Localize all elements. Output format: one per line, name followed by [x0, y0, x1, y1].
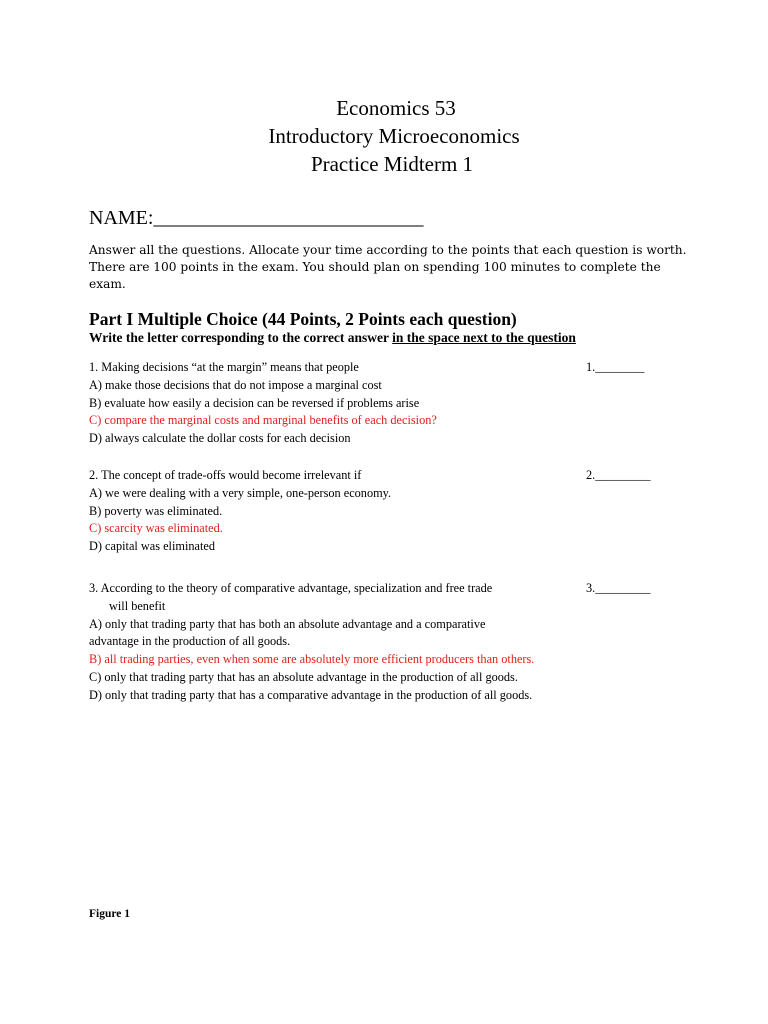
- option-c: C) only that trading party that has an absolute advantage in the production of all goods.: [89, 669, 518, 684]
- question-2: [89, 467, 689, 556]
- answer-blank-2[interactable]: 2._________: [586, 468, 651, 482]
- option-d: D) capital was eliminated: [89, 539, 215, 554]
- course-subtitle: Introductory Microeconomics: [268, 124, 520, 148]
- title-block: [0, 94, 768, 178]
- question-stem: [89, 580, 689, 598]
- option-d: D) only that trading party that has a comparative advantage in the production of all goods.: [89, 687, 533, 702]
- option-b: B) evaluate how easily a decision can be reversed if problems arise: [89, 395, 420, 410]
- option-b: B) poverty was eliminated.: [89, 503, 223, 518]
- question-stem: [89, 359, 689, 377]
- instructions: Answer all the questions. Allocate your time according to the points that each question is worth. There are 100 points in the exam. You should plan on spending 100 minutes to complete the exam.: [89, 243, 687, 291]
- option-a: A) we were dealing with a very simple, one-person economy.: [89, 485, 392, 500]
- part1-heading: Part I Multiple Choice (44 Points, 2 Points each question): [89, 309, 517, 329]
- option-b-correct: B) all trading parties, even when some are absolutely more efficient producers than others.: [89, 652, 535, 667]
- figure-label: Figure 1: [89, 908, 130, 920]
- option-d: D) always calculate the dollar costs for each decision: [89, 431, 351, 446]
- subheading-text: Write the letter corresponding to the correct answer: [89, 330, 393, 345]
- option-a: A) only that trading party that has both an absolute advantage and a comparative: [89, 616, 486, 631]
- question-1: [89, 359, 689, 448]
- question-3-stem: 3. According to the theory of comparative advantage, specialization and free trade: [89, 581, 493, 595]
- answer-blank-3[interactable]: 3._________: [586, 581, 651, 595]
- exam-title: Practice Midterm 1: [310, 152, 474, 176]
- option-a-continued: advantage in the production of all goods.: [89, 634, 291, 649]
- question-3-stem-continued: will benefit: [109, 598, 166, 613]
- question-2-stem: 2. The concept of trade-offs would become irrelevant if: [89, 468, 362, 482]
- name-field: NAME:___________________________: [89, 207, 424, 229]
- course-title: Economics 53: [336, 96, 456, 120]
- answer-blank-1[interactable]: 1.________: [586, 360, 645, 374]
- option-a: A) make those decisions that do not impose a marginal cost: [89, 377, 382, 392]
- part1-subheading: [89, 329, 576, 347]
- option-c-correct: C) scarcity was eliminated.: [89, 521, 223, 536]
- subheading-underlined: in the space next to the question: [392, 330, 576, 345]
- question-1-stem: 1. Making decisions “at the margin” means that people: [89, 360, 359, 374]
- question-3: [89, 580, 689, 705]
- question-stem: [89, 467, 689, 485]
- option-c-correct: C) compare the marginal costs and marginal benefits of each decision?: [89, 413, 437, 428]
